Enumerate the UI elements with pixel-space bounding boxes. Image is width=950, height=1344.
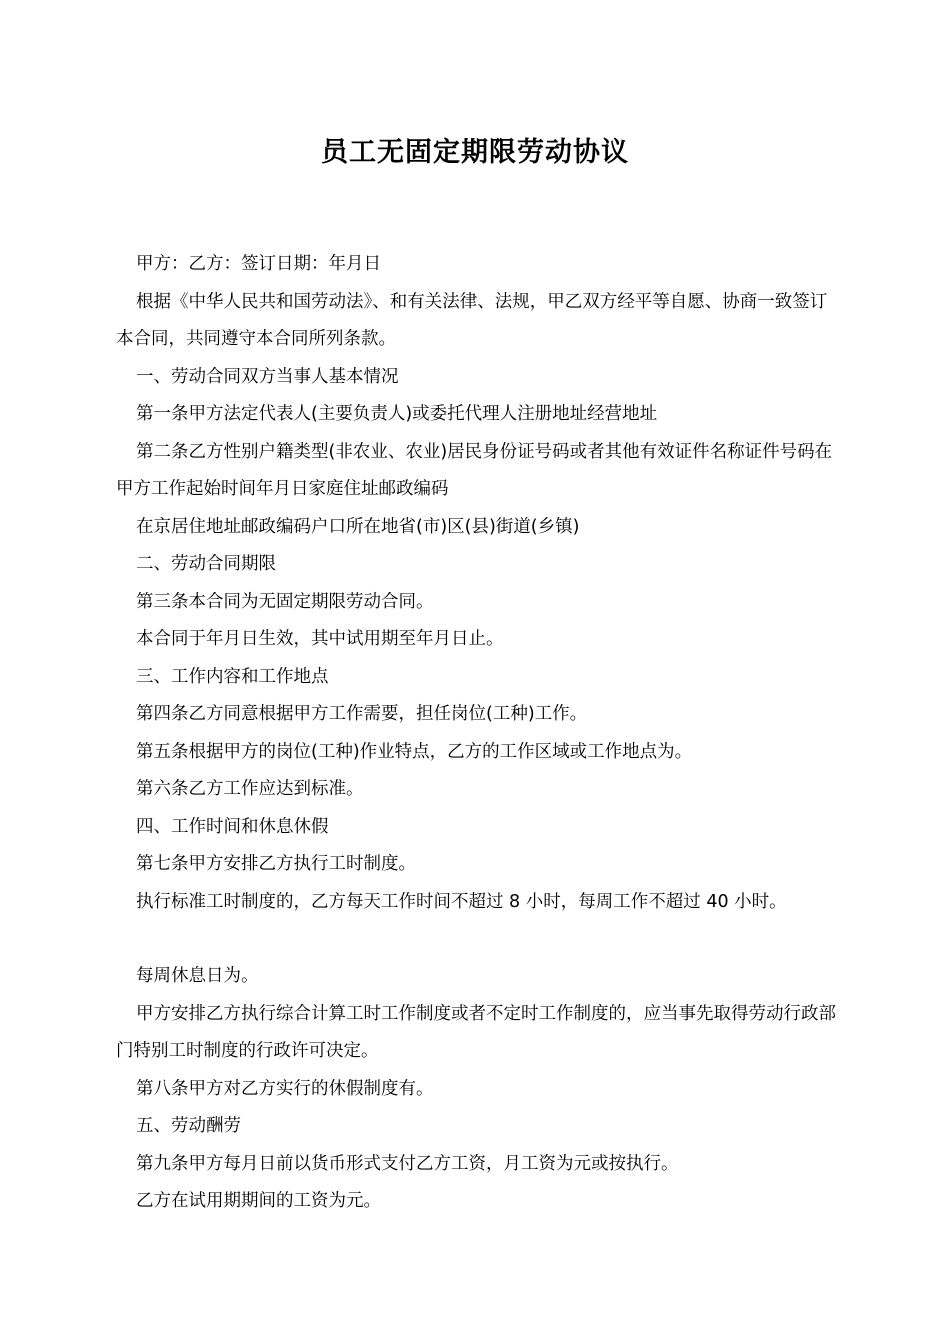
article-9: 第九条甲方每月日前以货币形式支付乙方工资，月工资为元或按执行。 <box>136 1153 679 1174</box>
article-7-rest-day: 每周休息日为。 <box>136 966 259 986</box>
article-7-special-hours: 甲方安排乙方执行综合计算工时工作制度或者不定时工作制度的，应当事先取得劳动行政部门特别工时制度的行政许可决定。 <box>116 1003 836 1061</box>
section-heading-1: 一、劳动合同双方当事人基本情况 <box>136 366 399 387</box>
article-7: 第七条甲方安排乙方执行工时制度。 <box>136 854 416 874</box>
article-2: 第二条乙方性别户籍类型(非农业、农业)居民身份证号码或者其他有效证件名称证件号码在甲方工作起始时间年月日家庭住址邮政编码 <box>116 441 833 499</box>
article-4: 第四条乙方同意根据甲方工作需要，担任岗位(工种)工作。 <box>136 704 588 724</box>
article-7-standard-hours: 执行标准工时制度的，乙方每天工作时间不超过 8 小时，每周工作不超过 40 小时。 <box>136 891 787 912</box>
article-1: 第一条甲方法定代表人(主要负责人)或委托代理人注册地址经营地址 <box>136 404 658 424</box>
document-body <box>116 246 840 1221</box>
section-heading-5: 五、劳动酬劳 <box>136 1116 241 1136</box>
article-6: 第六条乙方工作应达到标准。 <box>136 779 364 799</box>
article-3: 第三条本合同为无固定期限劳动合同。 <box>136 591 434 612</box>
article-5: 第五条根据甲方的岗位(工种)作业特点，乙方的工作区域或工作地点为。 <box>136 741 693 762</box>
article-9-probation-wage: 乙方在试用期期间的工资为元。 <box>136 1191 381 1211</box>
paragraph-gap <box>116 921 840 958</box>
document-title: 员工无固定期限劳动协议 <box>321 137 629 168</box>
paragraph-preamble: 根据《中华人民共和国劳动法》、和有关法律、法规，甲乙双方经平等自愿、协商一致签订本合同，共同遵守本合同所列条款。 <box>116 291 828 349</box>
article-3-continued: 本合同于年月日生效，其中试用期至年月日止。 <box>136 629 504 649</box>
section-heading-4: 四、工作时间和休息休假 <box>136 816 329 837</box>
article-8: 第八条甲方对乙方实行的休假制度有。 <box>136 1078 434 1099</box>
paragraph-parties: 甲方：乙方：签订日期：年月日 <box>136 254 381 274</box>
article-2-continued: 在京居住地址邮政编码户口所在地省(市)区(县)街道(乡镇) <box>136 516 580 537</box>
section-heading-2: 二、劳动合同期限 <box>136 554 276 574</box>
section-heading-3: 三、工作内容和工作地点 <box>136 666 329 687</box>
